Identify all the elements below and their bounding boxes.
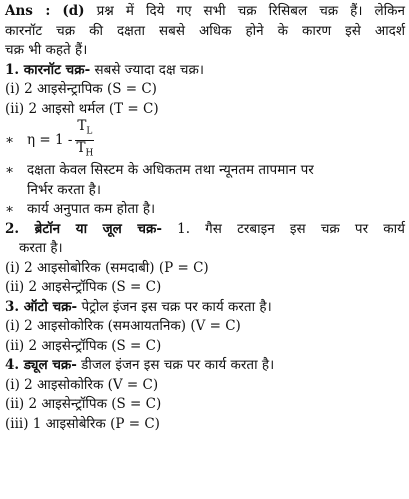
answer-label: Ans : [5, 3, 51, 19]
diesel-process-2: (ii) 2 आइसेन्ट्रॉपिक (S = C) [5, 396, 162, 412]
carnot-heading: 1. कारनॉट चक्र- [5, 61, 91, 78]
formula-denominator [74, 141, 95, 162]
otto-heading: 3. ऑटो चक्र- [5, 298, 78, 315]
answer-option: (d) [62, 3, 85, 19]
carnot-bullet-2 [5, 200, 405, 220]
num-symbol: T [77, 117, 87, 134]
diesel-desc: डीजल इंजन इस चक्र पर कार्य करता है। [81, 357, 275, 373]
bullet-icon: ∗ [5, 201, 15, 217]
formula-numerator [75, 119, 94, 141]
den-subscript: H [85, 148, 94, 159]
intro-text-1: प्रश्न में दिये गए सभी चक्र रिसिबल चक्र हैं। लेकिन [96, 3, 405, 19]
brayton-process-1: (i) 2 आइसोबोरिक (समदाबी) (P = C) [5, 259, 209, 276]
den-symbol: T [76, 139, 86, 156]
num-subscript: L [86, 126, 93, 137]
brayton-process-2: (ii) 2 आइसेन्ट्रॉपिक (S = C) [5, 279, 162, 295]
diesel-heading: 4. ड्यूल चक्र- [5, 357, 77, 373]
formula-lhs: η = 1 - [27, 132, 73, 148]
bullet-text: दक्षता केवल सिस्टम के अधिकतम तथा न्यूनतम तापमान पर [27, 162, 314, 178]
brayton-heading-line [5, 220, 405, 240]
otto-process-1: (i) 2 आइसोकोरिक (समआयतनिक) (V = C) [5, 318, 241, 334]
answer-intro-line3: चक्र भी कहते हैं। [5, 42, 88, 58]
answer-intro-line2: कारनॉट चक्र की दक्षता सबसे अधिक होने के कारण इसे आदर्श [5, 22, 405, 39]
efficiency-formula [5, 119, 405, 161]
brayton-desc: 1. गैस टरबाइन इस चक्र पर कार्य [177, 220, 405, 237]
diesel-process-3: (iii) 1 आइसोबेरिक (P = C) [5, 415, 160, 432]
formula-fraction [74, 119, 95, 161]
brayton-desc-cont: करता है। [19, 240, 63, 256]
carnot-process-1: (i) 2 आइसेन्ट्रापिक (S = C) [5, 81, 157, 97]
bullet-icon: ∗ [5, 132, 15, 148]
carnot-desc: सबसे ज्यादा दक्ष चक्र। [94, 61, 204, 78]
answer-intro-line1 [5, 2, 405, 22]
bullet-icon: ∗ [5, 162, 15, 178]
carnot-process-2: (ii) 2 आइसो थर्मल (T = C) [5, 100, 159, 117]
otto-desc: पेट्रोल इंजन इस चक्र पर कार्य करता है। [81, 298, 272, 315]
diesel-heading-line [5, 356, 405, 376]
otto-heading-line [5, 298, 405, 318]
carnot-bullet-1-cont: निर्भर करता है। [27, 181, 101, 198]
diesel-process-1: (i) 2 आइसोकोरिक (V = C) [5, 376, 159, 393]
brayton-heading: 2. ब्रेटॉन या जूल चक्र- [5, 220, 162, 237]
carnot-bullet-1 [5, 161, 405, 181]
bullet-text: कार्य अनुपात कम होता है। [27, 201, 156, 217]
otto-process-2: (ii) 2 आइसेन्ट्रॉपिक (S = C) [5, 337, 162, 354]
carnot-heading-line [5, 61, 405, 81]
